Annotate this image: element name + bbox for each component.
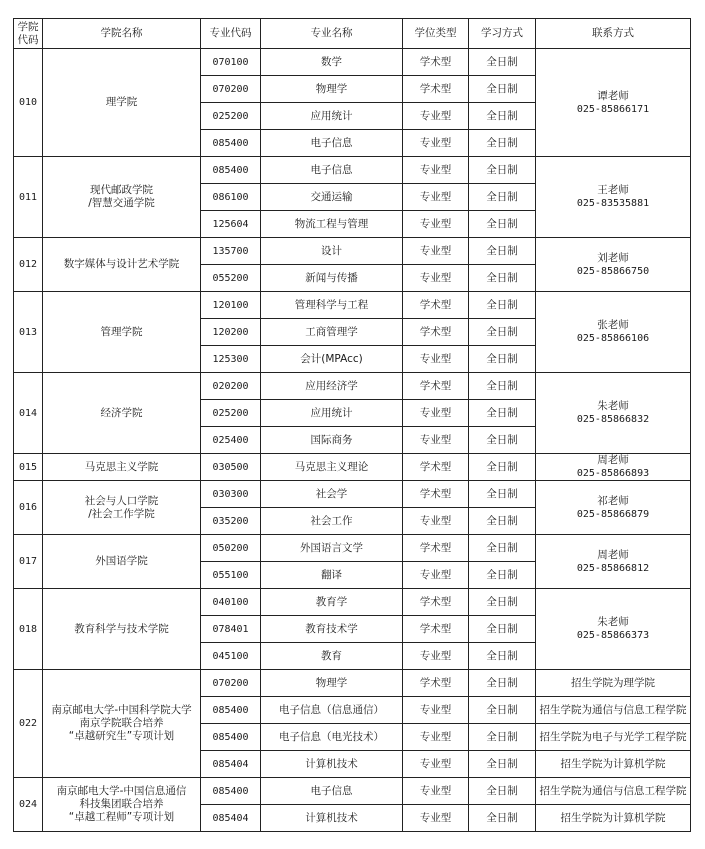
study-mode: 全日制 <box>469 211 536 238</box>
contact-info <box>536 454 691 481</box>
college-name <box>43 670 201 778</box>
study-mode: 全日制 <box>469 535 536 562</box>
contact-person: 刘老师 <box>597 251 629 264</box>
study-mode: 全日制 <box>469 670 536 697</box>
study-mode: 全日制 <box>469 49 536 76</box>
major-code: 055100 <box>201 562 261 589</box>
major-name: 应用统计 <box>261 103 403 130</box>
college-name-line: 马克思主义学院 <box>84 460 159 473</box>
contact-phone: 025-85866832 <box>576 414 650 425</box>
contact-person: 周老师 <box>597 548 629 561</box>
major-name: 工商管理学 <box>261 319 403 346</box>
major-code: 085400 <box>201 157 261 184</box>
contact-info <box>536 373 691 454</box>
major-code: 125604 <box>201 211 261 238</box>
contact-phone: 025-85866812 <box>576 562 650 574</box>
degree-type: 专业型 <box>403 346 469 373</box>
degree-type: 学术型 <box>403 535 469 562</box>
college-name-line: 科技集团联合培养 <box>79 798 164 810</box>
major-name: 物理学 <box>261 76 403 103</box>
degree-type: 学术型 <box>403 76 469 103</box>
major-name: 教育 <box>261 643 403 670</box>
college-code: 018 <box>14 589 43 670</box>
college-name-line: 南京学院联合培养 <box>79 717 164 729</box>
major-name: 应用统计 <box>261 400 403 427</box>
header-row <box>14 19 691 49</box>
degree-type: 专业型 <box>403 805 469 832</box>
study-mode: 全日制 <box>469 373 536 400</box>
college-name <box>43 535 201 589</box>
table-body <box>14 49 691 832</box>
major-code: 020200 <box>201 373 261 400</box>
study-mode: 全日制 <box>469 778 536 805</box>
table-row <box>14 292 691 319</box>
degree-type: 学术型 <box>403 670 469 697</box>
study-mode: 全日制 <box>469 616 536 643</box>
enrollment-note: 招生学院为计算机学院 <box>536 751 691 778</box>
study-mode: 全日制 <box>469 157 536 184</box>
college-code: 022 <box>14 670 43 778</box>
contact-phone: 025-85866171 <box>576 103 650 115</box>
header-college-code: 学院 代码 <box>14 19 43 49</box>
study-mode: 全日制 <box>469 562 536 589</box>
major-code: 045100 <box>201 643 261 670</box>
contact-person: 朱老师 <box>597 400 629 412</box>
degree-type: 学术型 <box>403 454 469 481</box>
degree-type: 学术型 <box>403 49 469 76</box>
major-code: 085400 <box>201 778 261 805</box>
study-mode: 全日制 <box>469 265 536 292</box>
header-study-mode: 学习方式 <box>469 19 536 49</box>
study-mode: 全日制 <box>469 589 536 616</box>
major-name: 设计 <box>261 238 403 265</box>
major-code: 085404 <box>201 805 261 832</box>
contact-person: 谭老师 <box>597 89 629 102</box>
major-code: 086100 <box>201 184 261 211</box>
degree-type: 专业型 <box>403 643 469 670</box>
college-name-line: 经济学院 <box>100 406 143 419</box>
major-code: 030500 <box>201 454 261 481</box>
contact-person: 朱老师 <box>597 616 629 628</box>
major-name: 应用经济学 <box>261 373 403 400</box>
header-major-code: 专业代码 <box>201 19 261 49</box>
major-name: 教育技术学 <box>261 616 403 643</box>
majors-table <box>13 18 691 832</box>
study-mode: 全日制 <box>469 427 536 454</box>
major-name: 社会学 <box>261 481 403 508</box>
degree-type: 专业型 <box>403 211 469 238</box>
contact-info <box>536 238 691 292</box>
contact-info <box>536 157 691 238</box>
table-row <box>14 238 691 265</box>
degree-type: 专业型 <box>403 130 469 157</box>
major-code: 120200 <box>201 319 261 346</box>
college-code: 015 <box>14 454 43 481</box>
study-mode: 全日制 <box>469 400 536 427</box>
college-name-line: /智慧交通学院 <box>88 197 155 209</box>
study-mode: 全日制 <box>469 481 536 508</box>
header-degree-type: 学位类型 <box>403 19 469 49</box>
major-code: 040100 <box>201 589 261 616</box>
major-code: 030300 <box>201 481 261 508</box>
college-name-line: 教育科学与技术学院 <box>74 622 169 635</box>
college-name-line: 管理学院 <box>100 325 143 338</box>
study-mode: 全日制 <box>469 76 536 103</box>
major-name: 翻译 <box>261 562 403 589</box>
major-name: 计算机技术 <box>261 805 403 832</box>
study-mode: 全日制 <box>469 346 536 373</box>
contact-phone: 025-85866106 <box>576 333 650 344</box>
major-code: 055200 <box>201 265 261 292</box>
degree-type: 学术型 <box>403 373 469 400</box>
degree-type: 学术型 <box>403 589 469 616</box>
table-row <box>14 454 691 481</box>
contact-person: 周老师 <box>597 454 629 466</box>
major-name: 电子信息 <box>261 157 403 184</box>
major-code: 025200 <box>201 400 261 427</box>
college-name-line: 数字媒体与设计艺术学院 <box>63 258 180 270</box>
study-mode: 全日制 <box>469 454 536 481</box>
contact-info <box>536 49 691 157</box>
major-name: 新闻与传播 <box>261 265 403 292</box>
college-name-line: 社会与人口学院 <box>84 494 159 507</box>
contact-person: 张老师 <box>597 319 629 331</box>
major-code: 085404 <box>201 751 261 778</box>
degree-type: 学术型 <box>403 319 469 346</box>
major-name: 电子信息（信息通信） <box>261 697 403 724</box>
major-name: 电子信息 <box>261 778 403 805</box>
study-mode: 全日制 <box>469 751 536 778</box>
degree-type: 学术型 <box>403 616 469 643</box>
degree-type: 专业型 <box>403 778 469 805</box>
table-row <box>14 778 691 805</box>
study-mode: 全日制 <box>469 697 536 724</box>
major-name: 物流工程与管理 <box>261 211 403 238</box>
enrollment-note: 招生学院为通信与信息工程学院 <box>536 697 691 724</box>
contact-phone: 025-83535881 <box>576 198 650 209</box>
study-mode: 全日制 <box>469 805 536 832</box>
college-code: 014 <box>14 373 43 454</box>
college-name-line: 外国语学院 <box>95 555 148 567</box>
college-name <box>43 589 201 670</box>
major-code: 025200 <box>201 103 261 130</box>
degree-type: 专业型 <box>403 238 469 265</box>
contact-person: 王老师 <box>597 184 629 196</box>
major-name: 数学 <box>261 49 403 76</box>
study-mode: 全日制 <box>469 643 536 670</box>
college-name-line: 理学院 <box>105 96 138 108</box>
college-code: 010 <box>14 49 43 157</box>
major-code: 085400 <box>201 724 261 751</box>
contact-info <box>536 589 691 670</box>
study-mode: 全日制 <box>469 130 536 157</box>
degree-type: 学术型 <box>403 292 469 319</box>
table-row <box>14 535 691 562</box>
degree-type: 专业型 <box>403 751 469 778</box>
major-name: 社会工作 <box>261 508 403 535</box>
major-name: 物理学 <box>261 670 403 697</box>
study-mode: 全日制 <box>469 319 536 346</box>
major-code: 035200 <box>201 508 261 535</box>
major-code: 050200 <box>201 535 261 562</box>
major-code: 070200 <box>201 670 261 697</box>
major-name: 外国语言文学 <box>261 535 403 562</box>
college-code: 016 <box>14 481 43 535</box>
table-row <box>14 481 691 508</box>
degree-type: 专业型 <box>403 697 469 724</box>
degree-type: 专业型 <box>403 508 469 535</box>
college-name-line: 南京邮电大学-中国科学院大学 <box>51 704 192 716</box>
major-name: 交通运输 <box>261 184 403 211</box>
contact-info <box>536 292 691 373</box>
header-contact: 联系方式 <box>536 19 691 49</box>
enrollment-note: 招生学院为电子与光学工程学院 <box>536 724 691 751</box>
college-name <box>43 373 201 454</box>
study-mode: 全日制 <box>469 184 536 211</box>
degree-type: 专业型 <box>403 400 469 427</box>
major-name: 电子信息 <box>261 130 403 157</box>
degree-type: 专业型 <box>403 265 469 292</box>
contact-phone: 025-85866373 <box>576 630 650 641</box>
table-row <box>14 49 691 76</box>
college-name <box>43 454 201 481</box>
major-code: 078401 <box>201 616 261 643</box>
degree-type: 专业型 <box>403 562 469 589</box>
college-name <box>43 778 201 832</box>
contact-phone: 025-85866750 <box>576 265 650 277</box>
study-mode: 全日制 <box>469 103 536 130</box>
study-mode: 全日制 <box>469 292 536 319</box>
contact-info <box>536 535 691 589</box>
major-name: 计算机技术 <box>261 751 403 778</box>
study-mode: 全日制 <box>469 724 536 751</box>
study-mode: 全日制 <box>469 238 536 265</box>
college-name <box>43 292 201 373</box>
college-name <box>43 238 201 292</box>
college-code: 024 <box>14 778 43 832</box>
major-name: 国际商务 <box>261 427 403 454</box>
college-name-line: /社会工作学院 <box>88 507 155 520</box>
major-name: 管理科学与工程 <box>261 292 403 319</box>
major-code: 135700 <box>201 238 261 265</box>
major-code: 120100 <box>201 292 261 319</box>
degree-type: 专业型 <box>403 427 469 454</box>
college-code: 012 <box>14 238 43 292</box>
degree-type: 专业型 <box>403 157 469 184</box>
contact-phone: 025-85866893 <box>576 468 650 479</box>
degree-type: 学术型 <box>403 481 469 508</box>
college-code: 011 <box>14 157 43 238</box>
table-row <box>14 373 691 400</box>
college-code: 013 <box>14 292 43 373</box>
college-name <box>43 49 201 157</box>
college-name-line: “卓越研究生”专项计划 <box>68 730 175 742</box>
header-major-name: 专业名称 <box>261 19 403 49</box>
college-code: 017 <box>14 535 43 589</box>
table-row <box>14 589 691 616</box>
major-code: 125300 <box>201 346 261 373</box>
table-row <box>14 157 691 184</box>
major-name: 教育学 <box>261 589 403 616</box>
college-name <box>43 157 201 238</box>
major-name: 会计(MPAcc) <box>261 346 403 373</box>
degree-type: 专业型 <box>403 103 469 130</box>
college-name <box>43 481 201 535</box>
college-name-line: “卓越工程师”专项计划 <box>68 811 175 823</box>
contact-info <box>536 481 691 535</box>
contact-person: 祁老师 <box>597 494 629 507</box>
major-code: 070200 <box>201 76 261 103</box>
contact-phone: 025-85866879 <box>576 508 650 520</box>
degree-type: 专业型 <box>403 184 469 211</box>
enrollment-note: 招生学院为计算机学院 <box>536 805 691 832</box>
major-code: 085400 <box>201 697 261 724</box>
major-code: 070100 <box>201 49 261 76</box>
major-name: 电子信息（电光技术） <box>261 724 403 751</box>
college-name-line: 南京邮电大学-中国信息通信 <box>56 785 187 797</box>
major-code: 025400 <box>201 427 261 454</box>
degree-type: 专业型 <box>403 724 469 751</box>
study-mode: 全日制 <box>469 508 536 535</box>
enrollment-note: 招生学院为理学院 <box>536 670 691 697</box>
major-code: 085400 <box>201 130 261 157</box>
header-college-name: 学院名称 <box>43 19 201 49</box>
college-name-line: 现代邮政学院 <box>90 184 153 196</box>
enrollment-note: 招生学院为通信与信息工程学院 <box>536 778 691 805</box>
table-row <box>14 670 691 697</box>
major-name: 马克思主义理论 <box>261 454 403 481</box>
